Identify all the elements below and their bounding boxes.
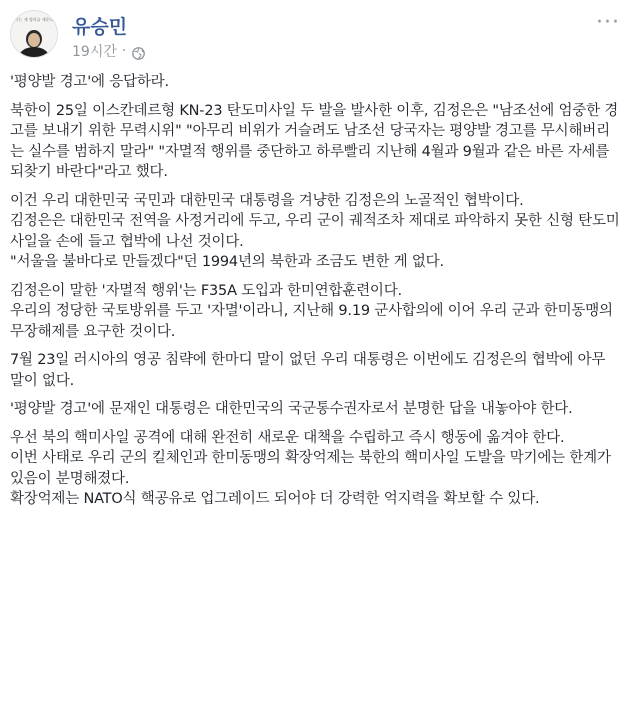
meta-separator: · <box>121 43 127 59</box>
post-text-line: 이번 사태로 우리 군의 킬체인과 한미동맹의 확장억제는 북한의 핵미사일 도발을 막기에는 한계가 있음이 분명해졌다. <box>10 450 611 487</box>
post-text-line: 김정은은 대한민국 전역을 사정거리에 두고, 우리 군이 궤적조차 제대로 파악하지 못한 신형 탄도미사일을 손에 들고 협박에 나선 것이다. <box>10 213 620 250</box>
post-paragraph <box>10 281 622 343</box>
post-meta <box>72 41 145 61</box>
avatar[interactable] <box>10 10 58 58</box>
globe-icon[interactable] <box>132 45 145 58</box>
post-text-line: 북한이 25일 이스칸데르형 KN-23 탄도미사일 두 발을 발사한 이후, 김정은은 "남조선에 엄중한 경고를 보내기 위한 무력시위" "아무리 비위가 거슬려도 남조선 당국자는 평양발 경고를 무시해버리는 실수를 범하지 말라" "자멸적 행위를 중단하고 하루빨리 지난해 4월과 9월과 같은 바른 자세를 되찾기 바란다"라고 했다. <box>10 102 619 180</box>
post-paragraph <box>10 191 622 273</box>
post-text-line: '평양발 경고'에 응답하라. <box>10 74 169 90</box>
post-paragraph <box>10 101 622 183</box>
post-timestamp[interactable]: 19시간 <box>72 44 117 60</box>
more-options-icon[interactable]: ··· <box>596 10 620 35</box>
post-text-line: "서울을 불바다로 만들겠다"던 1994년의 북한과 조금도 변한 게 없다. <box>10 254 444 270</box>
post-header <box>10 8 626 64</box>
post-text-line: 우선 북의 핵미사일 공격에 대해 완전히 새로운 대책을 수립하고 즉시 행동에 옮겨야 한다. <box>10 429 565 446</box>
post-text-line: 김정은이 말한 '자멸적 행위'는 F35A 도입과 한미연합훈련이다. <box>10 282 402 299</box>
post-text-line: 이건 우리 대한민국 국민과 대한민국 대통령을 겨냥한 김정은의 노골적인 협박이다. <box>10 192 524 209</box>
post-paragraph <box>10 399 622 420</box>
post-paragraph <box>10 350 622 391</box>
post-body <box>10 72 622 518</box>
author-name[interactable]: 유승민 <box>72 16 128 38</box>
avatar-caption: 사는 게 정의를 세운다 <box>14 17 54 22</box>
post-paragraph <box>10 72 622 93</box>
post-text-line: 우리의 정당한 국토방위를 두고 '자멸'이라니, 지난해 9.19 군사합의에 이어 우리 군과 한미동맹의 무장해제를 요구한 것이다. <box>10 303 613 340</box>
post-text-line: '평양발 경고'에 문재인 대통령은 대한민국의 국군통수권자로서 분명한 답을 내놓아야 한다. <box>10 401 573 417</box>
post-paragraph <box>10 428 622 510</box>
post-text-line: 7월 23일 러시아의 영공 침략에 한마디 말이 없던 우리 대통령은 이번에도 김정은의 협박에 아무 말이 없다. <box>10 352 606 389</box>
post-text-line: 확장억제는 NATO식 핵공유로 업그레이드 되어야 더 강력한 억지력을 확보할 수 있다. <box>10 491 540 507</box>
avatar-image <box>11 11 57 57</box>
